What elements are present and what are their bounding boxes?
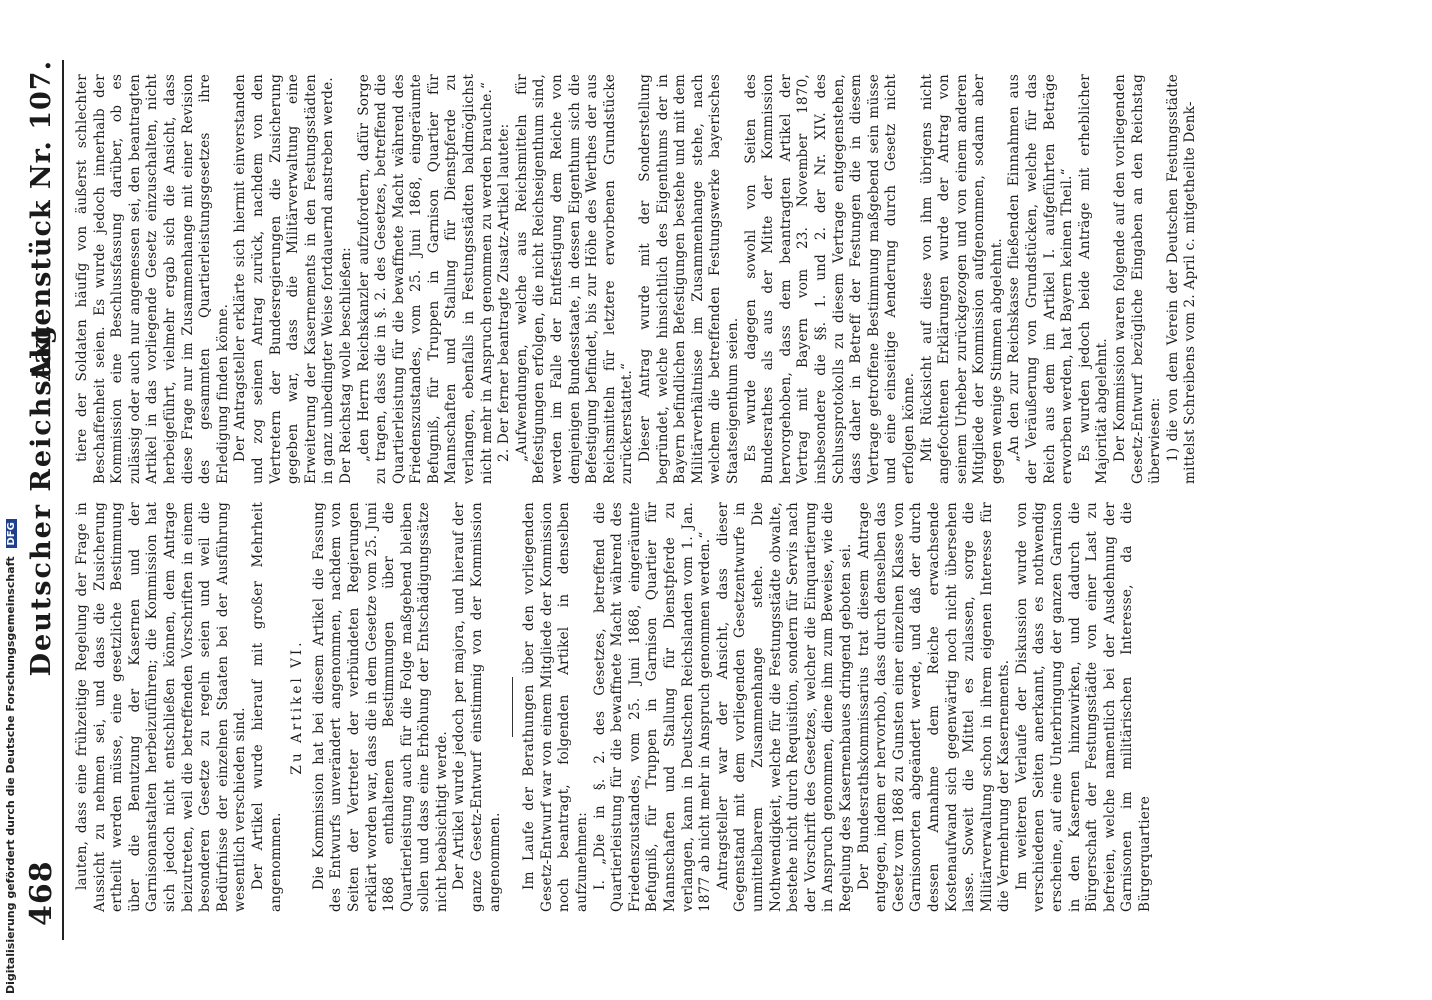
paragraph: Die Kommission hat bei diesem Artikel die Fassung des Entwurfs unverändert angenommen, nachdem von Seiten der Vertreter der verbündeten Regierungen erklärt worden war, dass die in dem Gesetze vom 25. Juni 1868 enthaltenen Bestimmungen über die Quartierleistung auch für die Folge maßgebend bleiben sollen und dass eine Erhöhung der Entschädigungssätze nicht beabsichtigt werde. xyxy=(310,502,450,912)
document-number: Aktenstück Nr. 107. xyxy=(26,60,57,381)
page-number: 468 xyxy=(24,860,59,926)
paragraph: Der Artikel wurde jedoch per majora, und hierauf der ganze Gesetz-Entwurf einstimmig von der Kommission angenommen. xyxy=(451,502,503,912)
section-separator xyxy=(512,677,513,737)
paragraph: tiere der Soldaten häufig von äußerst schlechter Beschaffenheit seien. Es wurde jedoch innerhalb der Kommission eine Beschlussfassung darüber, ob es zulässig oder auch nur angemessen sei, den beantragten Artikel in das vorliegende Gesetz einzuschalten, nicht herbeigeführt, vielmehr ergab sich die Ansicht, dass diese Frage nur im Zusammenhange mit einer Revision des gesammten Quartierleistungsgesetzes ihre Erledigung finden könne. xyxy=(74,74,231,484)
paragraph: 1) die von dem Verein der Deutschen Festungsstädte mittelst Schreibens vom 2. April c. mitgetheilte Denk- xyxy=(1164,74,1199,484)
paragraph: „den Herrn Reichskanzler aufzufordern, dafür Sorge zu tragen, dass die in §. 2. des Gesetzes, betreffend die Quartierleistung für die bewaffnete Macht während des Friedenszustandes, vom 25. Juni 1868, eingeräumte Befugniß, für Truppen in Garnison Quartier für Mannschaften und Stallung für Dienstpferde zu verlangen, ebenfalls in Festungsstädten baldmöglichst nicht mehr in Anspruch genommen zu werden brauche.“ xyxy=(355,74,495,484)
page-header xyxy=(18,60,64,940)
paragraph: „An den zur Reichskasse fließenden Einnahmen aus der Veräußerung von Grundstücken, welche für das Reich aus dem im Artikel I. aufgeführten Beträge erworben werden, hat Bayern keinen Theil.“ xyxy=(1006,74,1076,484)
credit-text: Digitalisierung gefördert durch die Deutsche Forschungsgemeinschaft xyxy=(4,556,17,994)
dfg-logo: DFG xyxy=(6,519,17,548)
paragraph: I. „Die in §. 2. des Gesetzes, betreffend die Quartierleistung für die bewaffnete Macht während des Friedenszustandes, vom 25. Juni 1868, eingeräumte Befugniß, für Truppen in Garnison Quartier für Mannschaften und Stallung für Dienstpferde zu verlangen, kann in Deutschen Reichslanden vom 1. Jan. 1877 ab nicht mehr in Anspruch genommen werden.“ xyxy=(591,502,714,912)
header-title: Deutscher Reichstag xyxy=(26,323,57,677)
header-rule xyxy=(62,60,64,940)
paragraph: Im weiteren Verlaufe der Diskussion wurde von verschiedenen Seiten anerkannt, dass es nothwendig erscheine, auf eine Unterbringung der ganzen Garnison in den Kasernen hinzuwirken, und dadurch die Bürgerschaft der Festungsstädte von einer Last zu befreien, welche namentlich bei der Ausdehnung der Garnisonen im militärischen Interesse, da die Bürgerquartiere xyxy=(1013,502,1154,912)
paragraph: Der Artikel wurde hierauf mit großer Mehrheit angenommen. xyxy=(249,502,284,912)
paragraph: Der Antragsteller erklärte sich hiermit einverstanden und zog seinen Antrag zurück, nachdem von den Vertretern der Bundesregierungen die Zusicherung gegeben war, dass die Militärverwaltung eine Erweiterung der Kasernements in den Festungsstädten in ganz unbedingter Weise fortdauernd anstreben werde. xyxy=(232,74,337,484)
left-text-column xyxy=(74,502,1155,912)
paragraph: Der Kommission waren folgende auf den vorliegenden Gesetz-Entwurf bezügliche Eingaben an den Reichstag überwiesen: xyxy=(1112,74,1164,484)
paragraph: Der Bundesrathskommissarius trat diesem Antrage entgegen, indem er hervorhob, dass durch denselben das Gesetz vom 1868 zu Gunsten einer einzelnen Klasse von Garnisonorten abgeändert werde, und daß der durch dessen Annahme dem Reiche erwachsende Kostenaufwand sich gegenwärtig noch nicht übersehen lasse. Soweit die Mittel es zulassen, sorge die Militärverwaltung schon in ihrem eigenen Interesse für die Vermehrung der Kasernements. xyxy=(855,502,1013,912)
paragraph: Antragsteller war der Ansicht, dass dieser Gegenstand mit dem vorliegenden Gesetzentwurfe in unmittelbarem Zusammenhange stehe. Die Nothwendigkeit, welche für die Festungsstädte obwalte, bestehe nicht durch Requisition, sondern für Servis nach der Vorschrift des Gesetzes, welcher die Einquartierung in Anspruch genommen, diene ihm zum Beweise, wie die Regelung des Kasernenbaues dringend geboten sei. xyxy=(714,502,854,912)
paragraph: Es wurde dagegen sowohl von Seiten des Bundesrathes als aus der Mitte der Kommission hervorgehoben, dass dem beantragten Artikel der Vertrag mit Bayern vom 23. November 1870, insbesondere die §§. 1. und 2. der Nr. XIV. des Schlussprotokolls zu diesem Vertrage entgegenstehen, dass daher in Betreff der Festungen die in diesem Vertrage getroffene Bestimmung maßgebend sein müsse und eine einseitige Aenderung durch Gesetz nicht erfolgen könne. xyxy=(742,74,917,484)
paragraph: 2. Der ferner beantragte Zusatz-Artikel lautete: xyxy=(496,123,513,462)
paragraph: Mit Rücksicht auf diese von ihm übrigens nicht angefochtenen Erklärungen wurde der Antrag von seinem Urheber zurückgezogen und von einem anderen Mitgliede der Kommission aufgenommen, sodann aber gegen wenige Stimmen abgelehnt. xyxy=(918,74,1005,484)
digitization-credit xyxy=(4,519,17,994)
paragraph: Im Laufe der Berathungen über den vorliegenden Gesetz-Entwurf war von einem Mitgliede der Kommission noch beantragt, folgenden Artikel in denselben aufzunehmen: xyxy=(521,502,591,912)
paragraph: lauten, dass eine frühzeitige Regelung der Frage in Aussicht zu nehmen sei, und dass die Zusicherung ertheilt werden müsse, eine gesetzliche Bestimmung über die Benutzung der Kasernen und der Garnisonanstalten herbeizuführen; die Kommission hat sich jedoch nicht entschließen können, dem Antrage beizutreten, weil die betreffenden Vorschriften in einem besonderen Gesetze zu regeln seien und weil die Bedürfnisse der einzelnen Staaten bei der Ausführung wesentlich verschieden sind. xyxy=(74,502,249,912)
section-heading: Zu Artikel VI. xyxy=(289,639,306,775)
right-text-column xyxy=(74,74,1200,484)
paragraph: Dieser Antrag wurde mit der Sonderstellung begründet, welche hinsichtlich des Eigenthums der in Bayern befindlichen Befestigungen bestehe und mit dem Militärverhältnisse im Zusammenhange stehe, nach welchem die betreffenden Festungswerke bayerisches Staatseigenthum seien. xyxy=(637,74,741,484)
paragraph: Der Reichstag wolle beschließen: xyxy=(337,247,354,484)
paragraph: „Aufwendungen, welche aus Reichsmitteln für Befestigungen erfolgen, die nicht Reichseigenthum sind, werden im Falle der Entfestigung dem Reiche von demjenigen Bundesstaate, in dessen Eigenthum sich die Befestigung befindet, bis zur Höhe des Werthes der aus Reichsmitteln für letztere erworbenen Grundstücke zurückerstattet.“ xyxy=(513,74,636,484)
paragraph: Es wurden jedoch beide Anträge mit erheblicher Majorität abgelehnt. xyxy=(1076,74,1111,484)
